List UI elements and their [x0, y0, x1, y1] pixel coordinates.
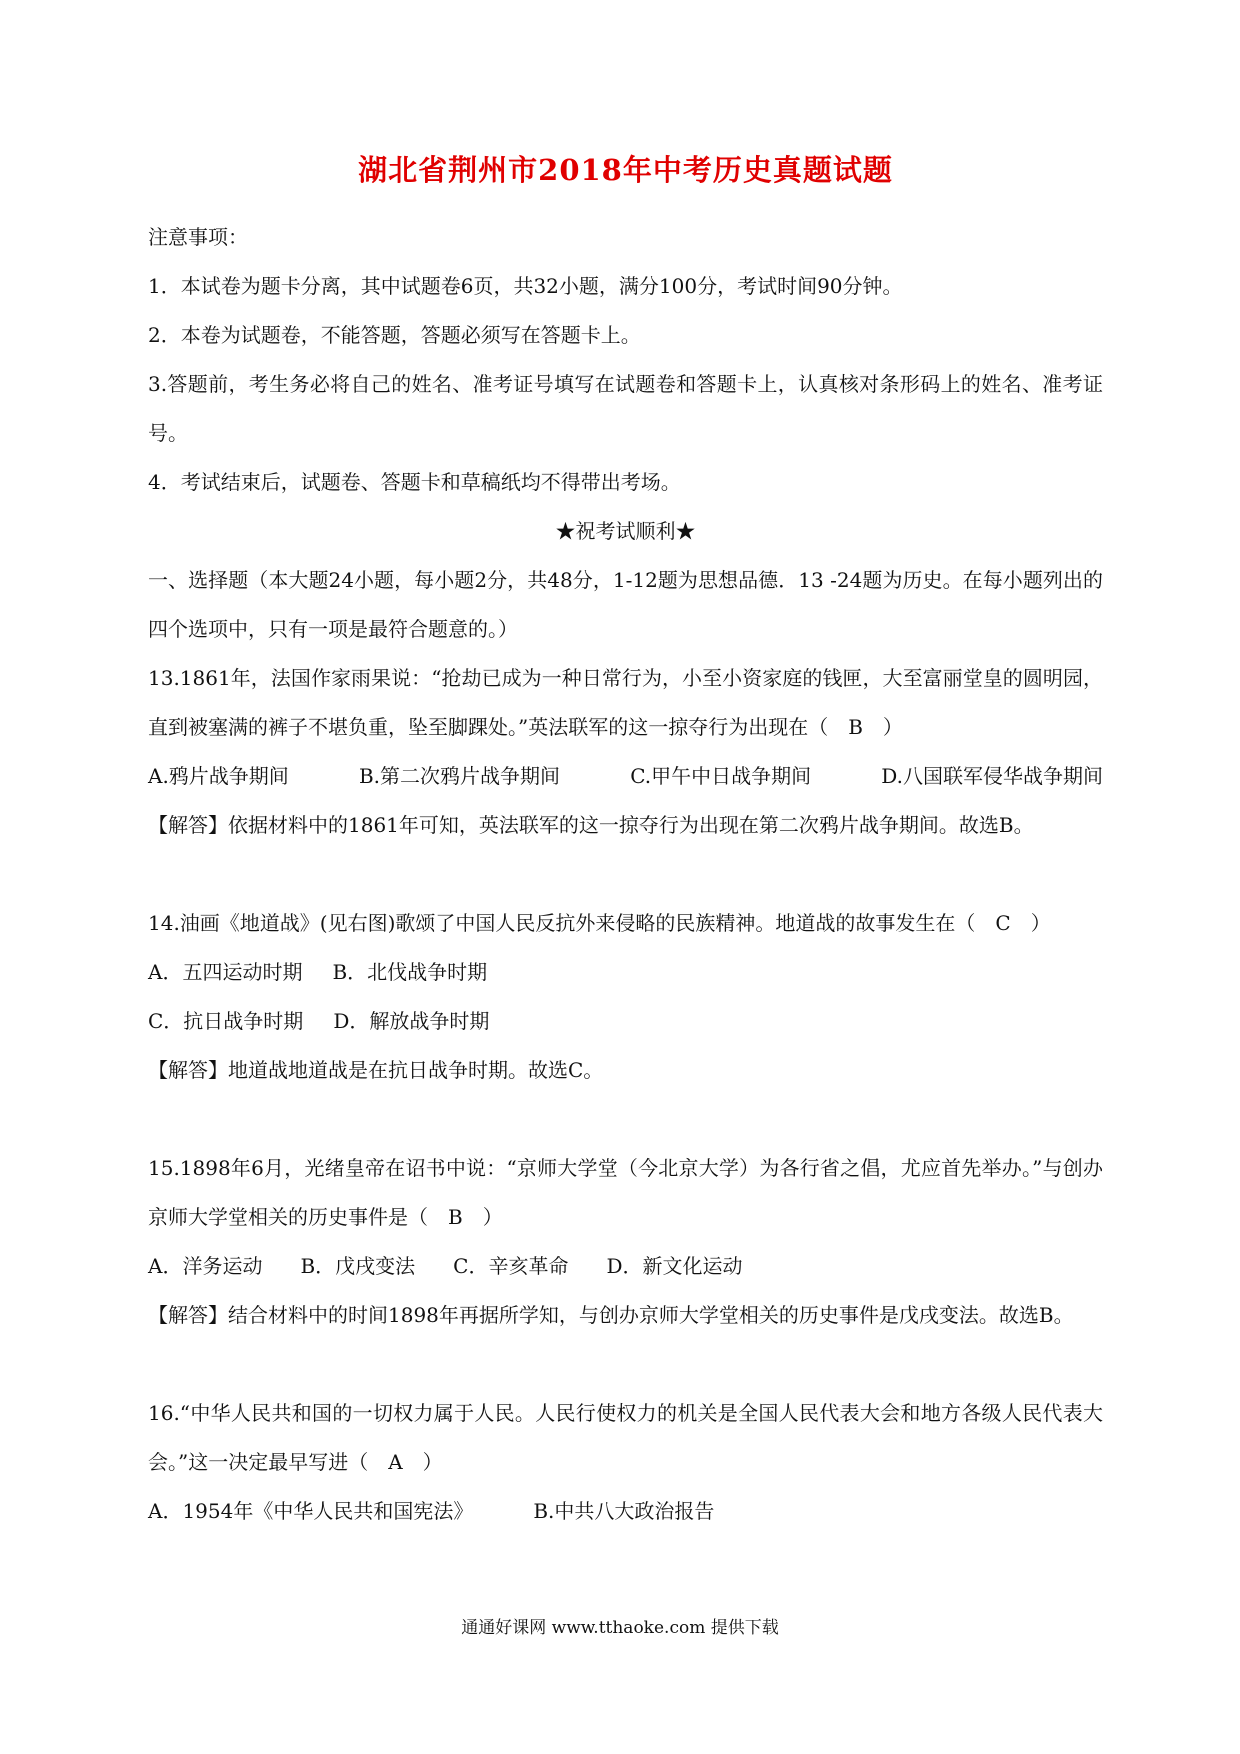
answer-explanation: 【解答】结合材料中的时间1898年再据所学知，与创办京师大学堂相关的历史事件是戊戌变法。故选B。: [148, 1303, 1074, 1327]
notice-item: 3.答题前，考生务必将自己的姓名、准考证号填写在试题卷和答题卡上，认真核对条形码上的姓名、准考证号。: [148, 372, 1103, 445]
notice-item: 4．考试结束后，试题卷、答题卡和草稿纸均不得带出考场。: [148, 470, 681, 494]
answer-explanation: 【解答】依据材料中的1861年可知，英法联军的这一掠夺行为出现在第二次鸦片战争期间。故选B。: [148, 813, 1034, 837]
footer-text: 通通好课网 www.tthaoke.com 提供下载: [461, 1618, 779, 1638]
notice-item: 1．本试卷为题卡分离，其中试题卷6页，共32小题，满分100分，考试时间90分钟。: [148, 274, 903, 298]
question-stem: 13.1861年，法国作家雨果说：“抢劫已成为一种日常行为，小至小资家庭的钱匣，大至富丽堂皇的圆明园，直到被塞满的裤子不堪负重，坠至脚踝处。”英法联军的这一掠夺行为出现在（ B ）: [148, 666, 1103, 739]
question-options: [148, 1242, 1103, 1291]
question-options: [148, 948, 1103, 997]
question-stem: 15.1898年6月，光绪皇帝在诏书中说：“京师大学堂（今北京大学）为各行省之倡，尤应首先举办。”与创办京师大学堂相关的历史事件是（ B ）: [148, 1156, 1103, 1229]
option: A.鸦片战争期间: [148, 764, 289, 788]
option: B.第二次鸦片战争期间: [358, 764, 561, 788]
question-stem: 14.油画《地道战》(见右图)歌颂了中国人民反抗外来侵略的民族精神。地道战的故事发生在（ C ）: [148, 911, 1051, 935]
notice-item: 2．本卷为试题卷，不能答题，答题必须写在答题卡上。: [148, 323, 641, 347]
question-options: [148, 1487, 1103, 1536]
blessing-text: ★祝考试顺利★: [555, 519, 696, 543]
section-heading: 一、选择题（本大题24小题，每小题2分，共48分，1-12题为思想品德．13 -24题为历史。在每小题列出的四个选项中，只有一项是最符合题意的。）: [148, 568, 1103, 641]
option: C．抗日战争时期: [148, 1009, 304, 1033]
option: C.甲午中日战争期间: [630, 764, 812, 788]
answer-explanation: 【解答】地道战地道战是在抗日战争时期。故选C。: [148, 1058, 604, 1082]
option: A．1954年《中华人民共和国宪法》: [148, 1499, 474, 1523]
page-title: 湖北省荆州市2018年中考历史真题试题: [358, 153, 893, 187]
option: A．洋务运动: [148, 1254, 263, 1278]
option: C．辛亥革命: [453, 1254, 569, 1278]
option: B．北伐战争时期: [332, 960, 488, 984]
notice-heading: 注意事项：: [148, 225, 248, 249]
question-options: [148, 997, 1103, 1046]
option: B．戊戌变法: [300, 1254, 416, 1278]
question-stem: 16.“中华人民共和国的一切权力属于人民。人民行使权力的机关是全国人民代表大会和地方各级人民代表大会。”这一决定最早写进（ A ）: [148, 1401, 1103, 1474]
document-page: [148, 150, 1103, 1536]
option: A．五四运动时期: [148, 960, 303, 984]
option: B.中共八大政治报告: [533, 1499, 715, 1523]
option: D．解放战争时期: [333, 1009, 490, 1033]
option: D．新文化运动: [606, 1254, 743, 1278]
option: D.八国联军侵华战争期间: [881, 764, 1103, 788]
question-options: [148, 752, 1103, 801]
